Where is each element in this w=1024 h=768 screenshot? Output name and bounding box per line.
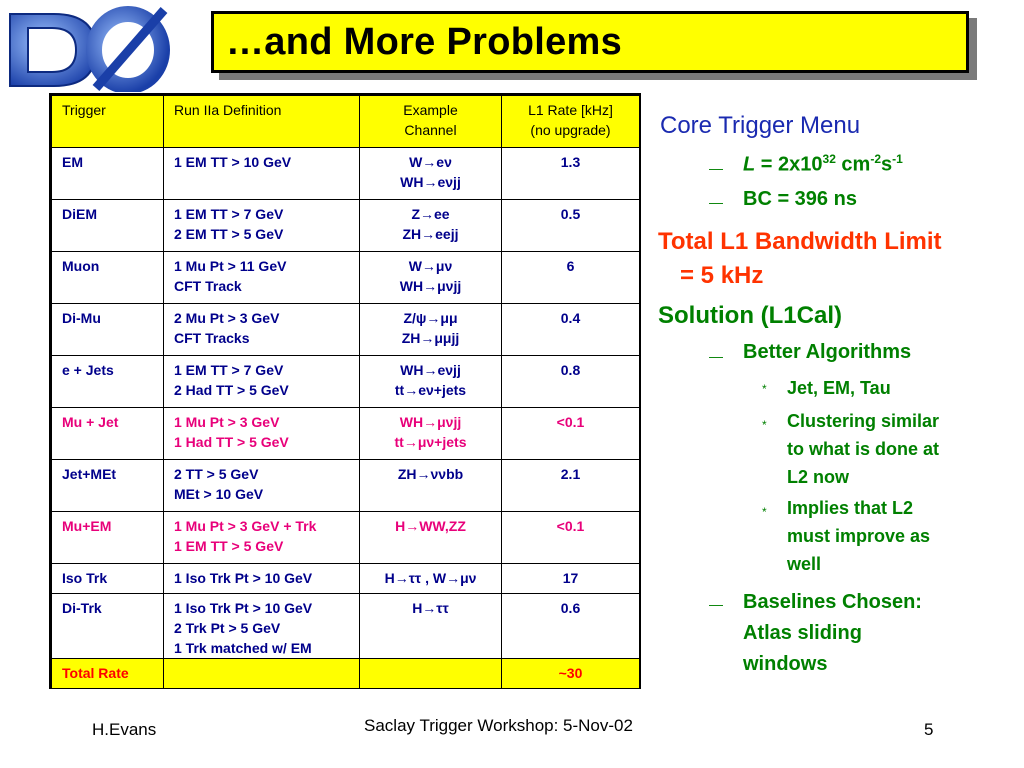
page-title: …and More Problems xyxy=(226,20,623,63)
cell-rate xyxy=(502,512,640,564)
trigger-name: e + Jets xyxy=(62,362,114,378)
cell-definition xyxy=(164,148,360,200)
core-trigger-menu: Core Trigger Menu xyxy=(660,112,861,139)
footer-page-number: 5 xyxy=(924,720,934,739)
table-header-row xyxy=(52,96,640,148)
cell-rate xyxy=(502,356,640,408)
rate-value: <0.1 xyxy=(556,414,585,430)
definition-line-1: 1 Mu Pt > 3 GeV xyxy=(174,414,280,430)
cell-channel xyxy=(360,594,502,659)
cell-definition xyxy=(164,512,360,564)
baselines-line-1: Baselines Chosen: xyxy=(743,591,922,613)
bandwidth-line-1: Total L1 Bandwidth Limit xyxy=(658,228,942,255)
lumi-exponent: 32 xyxy=(822,152,836,166)
solution-line: Solution (L1Cal) xyxy=(658,302,842,329)
channel-line-2: tt→μν+jets xyxy=(394,434,467,450)
lumi-s-exponent: -1 xyxy=(892,152,903,166)
cell-channel xyxy=(360,252,502,304)
cell-trigger xyxy=(52,200,164,252)
channel-line-1: H→ττ xyxy=(412,600,449,616)
definition-line-1: 1 Iso Trk Pt > 10 GeV xyxy=(174,570,313,586)
clustering-text xyxy=(787,407,939,491)
header-definition: Run IIa Definition xyxy=(164,96,360,148)
baselines-line-2: Atlas sliding xyxy=(743,622,862,644)
cell-trigger xyxy=(52,304,164,356)
star-bullet-1: * xyxy=(762,382,767,396)
lumi-cm-exponent: -2 xyxy=(870,152,882,166)
channel-line-2: tt→eν+jets xyxy=(394,382,467,398)
definition-line-1: 2 Mu Pt > 3 GeV xyxy=(174,310,280,326)
definition-line-2: CFT Tracks xyxy=(174,330,250,346)
definition-line-2: MEt > 10 GeV xyxy=(174,486,264,502)
bc-line: BC = 396 ns xyxy=(743,188,857,210)
jet-em-tau: Jet, EM, Tau xyxy=(787,378,891,398)
definition-line-1: 2 TT > 5 GeV xyxy=(174,466,259,482)
cell-rate xyxy=(502,148,640,200)
cell-trigger xyxy=(52,594,164,659)
definition-line-2: 1 EM TT > 5 GeV xyxy=(174,538,284,554)
lumi-value: = 2x10 xyxy=(755,153,823,176)
definition-line-1: 1 Mu Pt > 3 GeV + Trk xyxy=(174,518,317,534)
channel-line-2: WH→eνjj xyxy=(400,174,461,190)
dzero-logo-icon xyxy=(4,4,172,92)
channel-line-2: ZH→μμjj xyxy=(401,330,460,346)
trigger-table xyxy=(49,93,641,689)
table-row xyxy=(52,408,640,460)
cell-definition xyxy=(164,564,360,594)
definition-line-2: 2 Trk Pt > 5 GeV xyxy=(174,620,281,636)
cell-channel xyxy=(360,408,502,460)
channel-line-1: Z/ψ→μμ xyxy=(403,310,458,326)
cell-rate xyxy=(502,460,640,512)
cell-definition xyxy=(164,304,360,356)
definition-line-2: 2 EM TT > 5 GeV xyxy=(174,226,284,242)
channel-line-2: ZH→eejj xyxy=(402,226,459,242)
definition-line-3: 1 Trk matched w/ EM xyxy=(174,640,312,656)
cell-trigger xyxy=(52,460,164,512)
definition-line-1: 1 Iso Trk Pt > 10 GeV xyxy=(174,600,313,616)
cell-trigger xyxy=(52,564,164,594)
table-row xyxy=(52,460,640,512)
lumi-s: s xyxy=(881,153,893,176)
trigger-name: Di-Trk xyxy=(62,600,102,616)
definition-line-1: 1 Mu Pt > 11 GeV xyxy=(174,258,287,274)
channel-line-1: H→ττ , W→μν xyxy=(384,570,477,586)
cell-definition xyxy=(164,408,360,460)
trigger-name: Muon xyxy=(62,258,100,274)
rate-value: 2.1 xyxy=(560,466,581,482)
dash-bullet-2: — xyxy=(709,194,723,210)
footer-author: H.Evans xyxy=(92,720,157,739)
cell-definition xyxy=(164,200,360,252)
trigger-name: Di-Mu xyxy=(62,310,101,326)
cell-channel xyxy=(360,356,502,408)
definition-line-1: 1 EM TT > 10 GeV xyxy=(174,154,292,170)
rate-value: 6 xyxy=(566,258,575,274)
total-empty-2 xyxy=(360,659,502,689)
dash-bullet-4: — xyxy=(709,596,723,612)
bandwidth-line-2: = 5 kHz xyxy=(680,262,764,289)
cell-rate xyxy=(502,408,640,460)
cell-rate xyxy=(502,594,640,659)
cell-channel xyxy=(360,304,502,356)
clustering-line-1: Clustering similar xyxy=(787,411,940,431)
trigger-name: Jet+MEt xyxy=(62,466,117,482)
star-bullet-2: * xyxy=(762,418,767,432)
footer-event: Saclay Trigger Workshop: 5-Nov-02 xyxy=(364,716,633,735)
definition-line-2: 2 Had TT > 5 GeV xyxy=(174,382,289,398)
channel-line-1: Z→ee xyxy=(411,206,450,222)
channel-line-1: H→WW,ZZ xyxy=(395,518,466,534)
clustering-line-2: to what is done at xyxy=(787,439,940,459)
cell-trigger xyxy=(52,408,164,460)
cell-definition xyxy=(164,356,360,408)
header-rate: L1 Rate [kHz] (no upgrade) xyxy=(502,96,640,148)
cell-definition xyxy=(164,252,360,304)
definition-line-2: 1 Had TT > 5 GeV xyxy=(174,434,289,450)
total-empty-1 xyxy=(164,659,360,689)
rate-value: 0.4 xyxy=(560,310,581,326)
table-row xyxy=(52,356,640,408)
cell-rate xyxy=(502,304,640,356)
luminosity-line xyxy=(743,152,903,177)
cell-rate xyxy=(502,564,640,594)
rate-value: 1.3 xyxy=(560,154,581,170)
implies-text xyxy=(787,494,930,578)
cell-channel xyxy=(360,564,502,594)
definition-line-1: 1 EM TT > 7 GeV xyxy=(174,362,284,378)
channel-line-2: WH→μνjj xyxy=(399,278,462,294)
implies-line-3: well xyxy=(787,554,822,574)
table-total-row xyxy=(52,659,640,689)
cell-trigger xyxy=(52,148,164,200)
trigger-name: Mu+EM xyxy=(62,518,112,534)
trigger-name: Iso Trk xyxy=(62,570,108,586)
rate-value: 0.6 xyxy=(560,600,581,616)
dash-bullet-3: — xyxy=(709,348,723,364)
channel-line-1: W→μν xyxy=(408,258,453,274)
baselines-text xyxy=(743,587,922,680)
cell-channel xyxy=(360,148,502,200)
cell-rate xyxy=(502,252,640,304)
table-row xyxy=(52,304,640,356)
trigger-name: Mu + Jet xyxy=(62,414,119,430)
rate-value: 17 xyxy=(562,570,579,586)
definition-line-1: 1 EM TT > 7 GeV xyxy=(174,206,284,222)
cell-channel xyxy=(360,460,502,512)
table-row xyxy=(52,148,640,200)
baselines-line-3: windows xyxy=(743,653,828,675)
header-channel: Example Channel xyxy=(360,96,502,148)
cell-definition xyxy=(164,594,360,659)
cell-trigger xyxy=(52,512,164,564)
clustering-line-3: L2 now xyxy=(787,467,849,487)
table-row xyxy=(52,252,640,304)
rate-value: <0.1 xyxy=(556,518,585,534)
cell-trigger xyxy=(52,252,164,304)
rate-value: 0.8 xyxy=(560,362,581,378)
dash-bullet-1: — xyxy=(709,160,723,176)
cell-definition xyxy=(164,460,360,512)
trigger-name: EM xyxy=(62,154,83,170)
lumi-cm: cm xyxy=(835,153,871,176)
star-bullet-3: * xyxy=(762,505,767,519)
trigger-name: DiEM xyxy=(62,206,97,222)
implies-line-2: must improve as xyxy=(787,526,931,546)
table-row xyxy=(52,594,640,659)
channel-line-1: WH→eνjj xyxy=(400,362,461,378)
cell-rate xyxy=(502,200,640,252)
table-row xyxy=(52,564,640,594)
rate-value: 0.5 xyxy=(560,206,581,222)
channel-line-1: ZH→ννbb xyxy=(397,466,464,482)
cell-channel xyxy=(360,512,502,564)
table-row xyxy=(52,512,640,564)
title-box xyxy=(211,11,969,73)
cell-trigger xyxy=(52,356,164,408)
definition-line-2: CFT Track xyxy=(174,278,242,294)
header-trigger: Trigger xyxy=(52,96,164,148)
channel-line-1: W→eν xyxy=(409,154,452,170)
implies-line-1: Implies that L2 xyxy=(787,498,914,518)
better-algorithms: Better Algorithms xyxy=(743,341,912,363)
total-label: Total Rate xyxy=(52,659,164,689)
cell-channel xyxy=(360,200,502,252)
table-row xyxy=(52,200,640,252)
total-rate: ~30 xyxy=(502,659,640,689)
lumi-symbol: L xyxy=(743,153,756,176)
channel-line-1: WH→μνjj xyxy=(399,414,462,430)
